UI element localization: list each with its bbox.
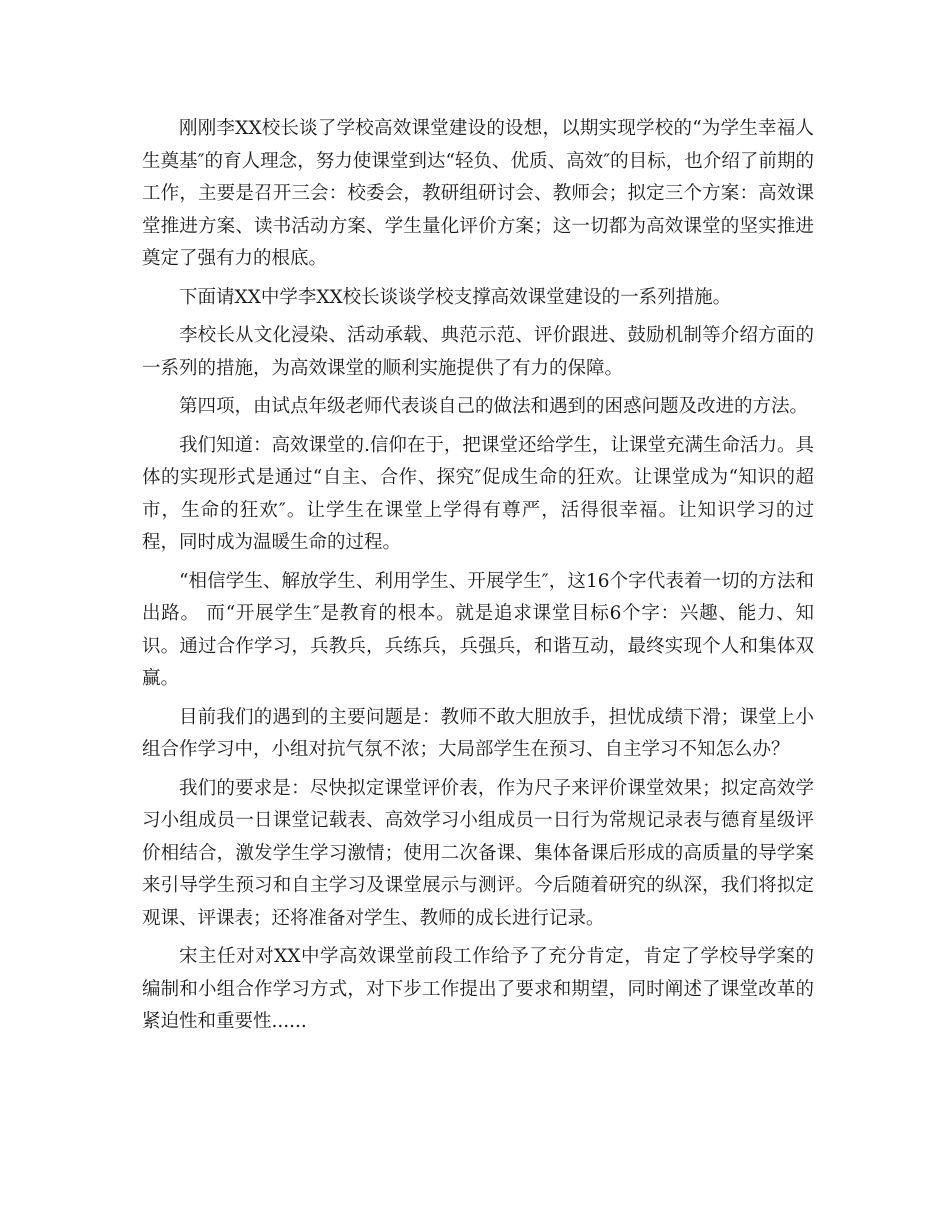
paragraph-1: 刚刚李XX校长谈了学校高效课堂建设的设想，以期实现学校的“为学生幸福人生奠基″的育人理念，努力使课堂到达“轻负、优质、高效″的目标，也介绍了前期的工作，主要是召开三会：校委会，教研组研讨会、教师会；拟定三个方案：高效课堂推进方案、读书活动方案、学生量化评价方案；这一切都为高效课堂的坚实推进奠定了强有力的根底。: [142, 118, 814, 269]
paragraph-7: 目前我们的遇到的主要问题是：教师不敢大胆放手，担忧成绩下滑；课堂上小组合作学习中，小组对抗气氛不浓；大局部学生在预习、自主学习不知怎么办？: [142, 706, 814, 760]
paragraph-5: 我们知道：高效课堂的.信仰在于，把课堂还给学生，让课堂充满生命活力。具体的实现形式是通过“自主、合作、探究″促成生命的狂欢。让课堂成为“知识的超市，生命的狂欢″。让学生在课堂上学得有尊严，活得很幸福。让知识学习的过程，同时成为温暖生命的过程。: [142, 434, 814, 553]
paragraph-4: 第四项，由试点年级老师代表谈自己的做法和遇到的困惑问题及改进的方法。: [179, 396, 809, 417]
paragraph-2: 下面请XX中学李XX校长谈谈学校支撑高效课堂建设的一系列措施。: [179, 286, 732, 308]
paragraph-6: “相信学生、解放学生、利用学生、开展学生″，这16个字代表着一切的方法和出路。 而“开展学生″是教育的根本。就是追求课堂目标6个字：兴趣、能力、知识。通过合作学习，兵教兵，兵练兵，兵强兵，和谐互动，最终实现个人和集体双赢。: [142, 570, 814, 689]
paragraph-9: 宋主任对对XX中学高效课堂前段工作给予了充分肯定，肯定了学校导学案的编制和小组合作学习方式，对下步工作提出了要求和期望，同时阐述了课堂改革的紧迫性和重要性......: [142, 946, 814, 1032]
document-body: [142, 113, 814, 1045]
paragraph-3: 李校长从文化浸染、活动承载、典范示范、评价跟进、鼓励机制等介绍方面的一系列的措施，为高效课堂的顺利实施提供了有力的保障。: [142, 325, 814, 379]
paragraph-8: 我们的要求是：尽快拟定课堂评价表，作为尺子来评价课堂效果；拟定高效学习小组成员一日课堂记载表、高效学习小组成员一日行为常规记录表与德育星级评价相结合，激发学生学习激情；使用二次备课、集体备课后形成的高质量的导学案来引导学生预习和自主学习及课堂展示与测评。今后随着研究的纵深，我们将拟定观课、评课表；还将准备对学生、教师的成长进行记录。: [142, 777, 814, 929]
